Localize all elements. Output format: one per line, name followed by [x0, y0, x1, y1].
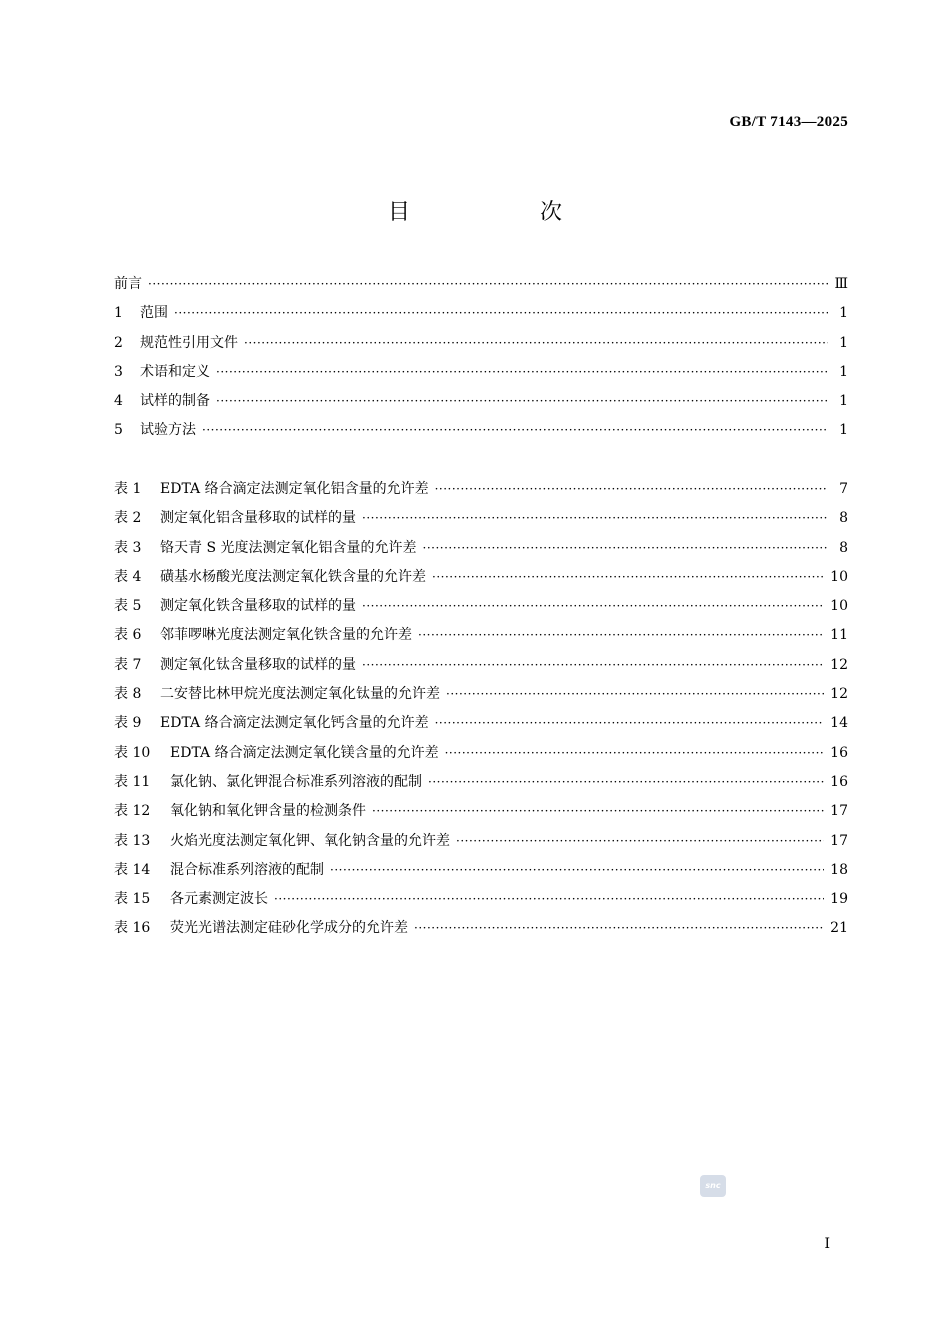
toc-entry-label: 规范性引用文件	[140, 334, 238, 351]
toc-entry-page: 19	[830, 891, 848, 908]
toc-entry-page: 21	[830, 920, 848, 937]
toc-entry[interactable]	[114, 390, 848, 419]
toc-entry-page: 1	[839, 334, 848, 351]
toc-entry-page: 17	[830, 832, 848, 849]
toc-entry-label: 氧化钠和氧化钾含量的检测条件	[170, 803, 366, 820]
toc-entry-label: 测定氧化铝含量移取的试样的量	[160, 510, 356, 527]
toc-entry-number: 4	[114, 393, 123, 410]
toc-entry-number: 表 1	[114, 481, 142, 497]
toc-entry-label: EDTA 络合滴定法测定氧化钙含量的允许差	[160, 715, 429, 732]
toc-entry-label: 前言	[114, 276, 142, 292]
dot-leader	[432, 570, 824, 584]
toc-entry-page: 1	[839, 422, 848, 439]
toc-entry-label: 术语和定义	[140, 363, 210, 380]
dot-leader	[418, 628, 824, 642]
toc-entry-page: 1	[839, 305, 848, 322]
toc-entry[interactable]	[114, 917, 848, 946]
chapter-list	[114, 273, 848, 449]
toc-entry-page: 17	[830, 803, 848, 820]
toc-entry-number: 表 11	[114, 773, 151, 790]
toc-entry-label: 混合标准系列溶液的配制	[170, 861, 324, 878]
dot-leader	[244, 336, 828, 350]
toc-entry-page: 11	[830, 627, 848, 644]
toc-entry-number: 表 12	[114, 803, 151, 820]
toc-entry-number: 表 8	[114, 686, 142, 703]
toc-entry-page: 16	[830, 773, 848, 790]
toc-entry-number: 表 9	[114, 715, 142, 732]
dot-leader	[414, 921, 824, 935]
toc-entry[interactable]	[114, 419, 848, 448]
toc-entry-number: 表 3	[114, 539, 142, 556]
toc-entry-page: 1	[839, 393, 848, 410]
toc-entry-label: 邻菲啰啉光度法测定氧化铁含量的允许差	[160, 627, 412, 644]
dot-leader	[435, 716, 825, 730]
toc-entry[interactable]	[114, 771, 848, 800]
toc-entry-number: 表 7	[114, 656, 142, 673]
toc-entry-number: 表 6	[114, 627, 142, 644]
toc-entry[interactable]	[114, 712, 848, 741]
toc-entry-page: 12	[830, 656, 848, 673]
dot-leader	[435, 482, 828, 496]
toc-entry-label: 二安替比林甲烷光度法测定氧化钛量的允许差	[160, 686, 440, 703]
toc-entry[interactable]	[114, 595, 848, 624]
toc-entry-number: 表 13	[114, 832, 151, 849]
toc-entry-label: 试验方法	[140, 422, 196, 439]
standard-code: GB/T 7143—2025	[729, 114, 848, 130]
dot-leader	[445, 746, 825, 760]
toc-entry[interactable]	[114, 624, 848, 653]
toc-entry[interactable]	[114, 478, 848, 507]
toc-entry-number: 表 16	[114, 920, 151, 937]
dot-leader	[216, 365, 828, 379]
toc-entry[interactable]	[114, 332, 848, 361]
toc-entry[interactable]	[114, 800, 848, 829]
toc-entry[interactable]	[114, 654, 848, 683]
toc-entry-page: 1	[839, 363, 848, 380]
dot-leader	[274, 892, 824, 906]
dot-leader	[362, 599, 824, 613]
toc-entry-page: 16	[830, 744, 848, 761]
toc-entry-label: EDTA 络合滴定法测定氧化铝含量的允许差	[160, 481, 429, 497]
toc-entry-number: 5	[114, 422, 123, 439]
toc-entry[interactable]	[114, 273, 848, 302]
toc-entry[interactable]	[114, 742, 848, 771]
page-title: 目 次	[387, 200, 616, 225]
toc-entry-number: 表 10	[114, 744, 151, 761]
toc-entry-number: 表 15	[114, 891, 151, 908]
toc-entry-page: 18	[830, 861, 848, 878]
toc-entry-page: 10	[830, 598, 848, 615]
dot-leader	[148, 277, 828, 291]
dot-leader	[456, 834, 824, 848]
toc-entry-number: 表 4	[114, 568, 142, 585]
toc-entry-page: 7	[839, 481, 848, 497]
toc-entry-label: 火焰光度法测定氧化钾、氧化钠含量的允许差	[170, 832, 450, 849]
toc-entry-number: 表 2	[114, 510, 142, 527]
toc-entry-label: 各元素测定波长	[170, 891, 268, 908]
dot-leader	[362, 511, 828, 525]
toc-entry[interactable]	[114, 888, 848, 917]
toc-entry[interactable]	[114, 361, 848, 390]
toc-entry[interactable]	[114, 507, 848, 536]
toc-entry-page: 12	[830, 686, 848, 703]
dot-leader	[216, 394, 828, 408]
toc-entry[interactable]	[114, 302, 848, 331]
snc-logo: snc	[700, 1175, 726, 1197]
toc-entry-label: 范围	[140, 305, 168, 322]
toc-entry-page: 14	[830, 715, 848, 732]
toc-entry-label: EDTA 络合滴定法测定氧化镁含量的允许差	[170, 744, 439, 761]
toc-entry[interactable]	[114, 859, 848, 888]
dot-leader	[362, 658, 824, 672]
page-number: Ⅰ	[824, 1237, 830, 1252]
toc-entry-page: 10	[830, 568, 848, 585]
toc-entry-label: 磺基水杨酸光度法测定氧化铁含量的允许差	[160, 568, 426, 585]
toc-entry-label: 测定氧化铁含量移取的试样的量	[160, 598, 356, 615]
toc-entry-number: 表 14	[114, 861, 151, 878]
toc-entry-number: 1	[114, 305, 123, 322]
toc-entry[interactable]	[114, 566, 848, 595]
dot-leader	[372, 804, 824, 818]
dot-leader	[202, 423, 828, 437]
toc-entry-page: 8	[839, 510, 848, 527]
dot-leader	[330, 863, 824, 877]
toc-entry-label: 测定氧化钛含量移取的试样的量	[160, 656, 356, 673]
toc-entry-page: 8	[839, 539, 848, 556]
toc-entry-number: 2	[114, 334, 123, 351]
toc-entry-number: 表 5	[114, 598, 142, 615]
toc-entry[interactable]	[114, 537, 848, 566]
table-list	[114, 478, 848, 947]
toc-entry-label: 试样的制备	[140, 393, 210, 410]
dot-leader	[174, 306, 828, 320]
toc-entry-number: 3	[114, 363, 123, 380]
dot-leader	[428, 775, 824, 789]
dot-leader	[446, 687, 824, 701]
toc-entry[interactable]	[114, 830, 848, 859]
toc-entry[interactable]	[114, 683, 848, 712]
toc-entry-label: 铬天青 S 光度法测定氧化铝含量的允许差	[160, 539, 417, 556]
toc-entry-label: 氯化钠、氯化钾混合标准系列溶液的配制	[170, 773, 422, 790]
toc-entry-label: 荧光光谱法测定硅砂化学成分的允许差	[170, 920, 408, 937]
dot-leader	[423, 541, 829, 555]
toc-entry-page: Ⅲ	[834, 276, 848, 292]
